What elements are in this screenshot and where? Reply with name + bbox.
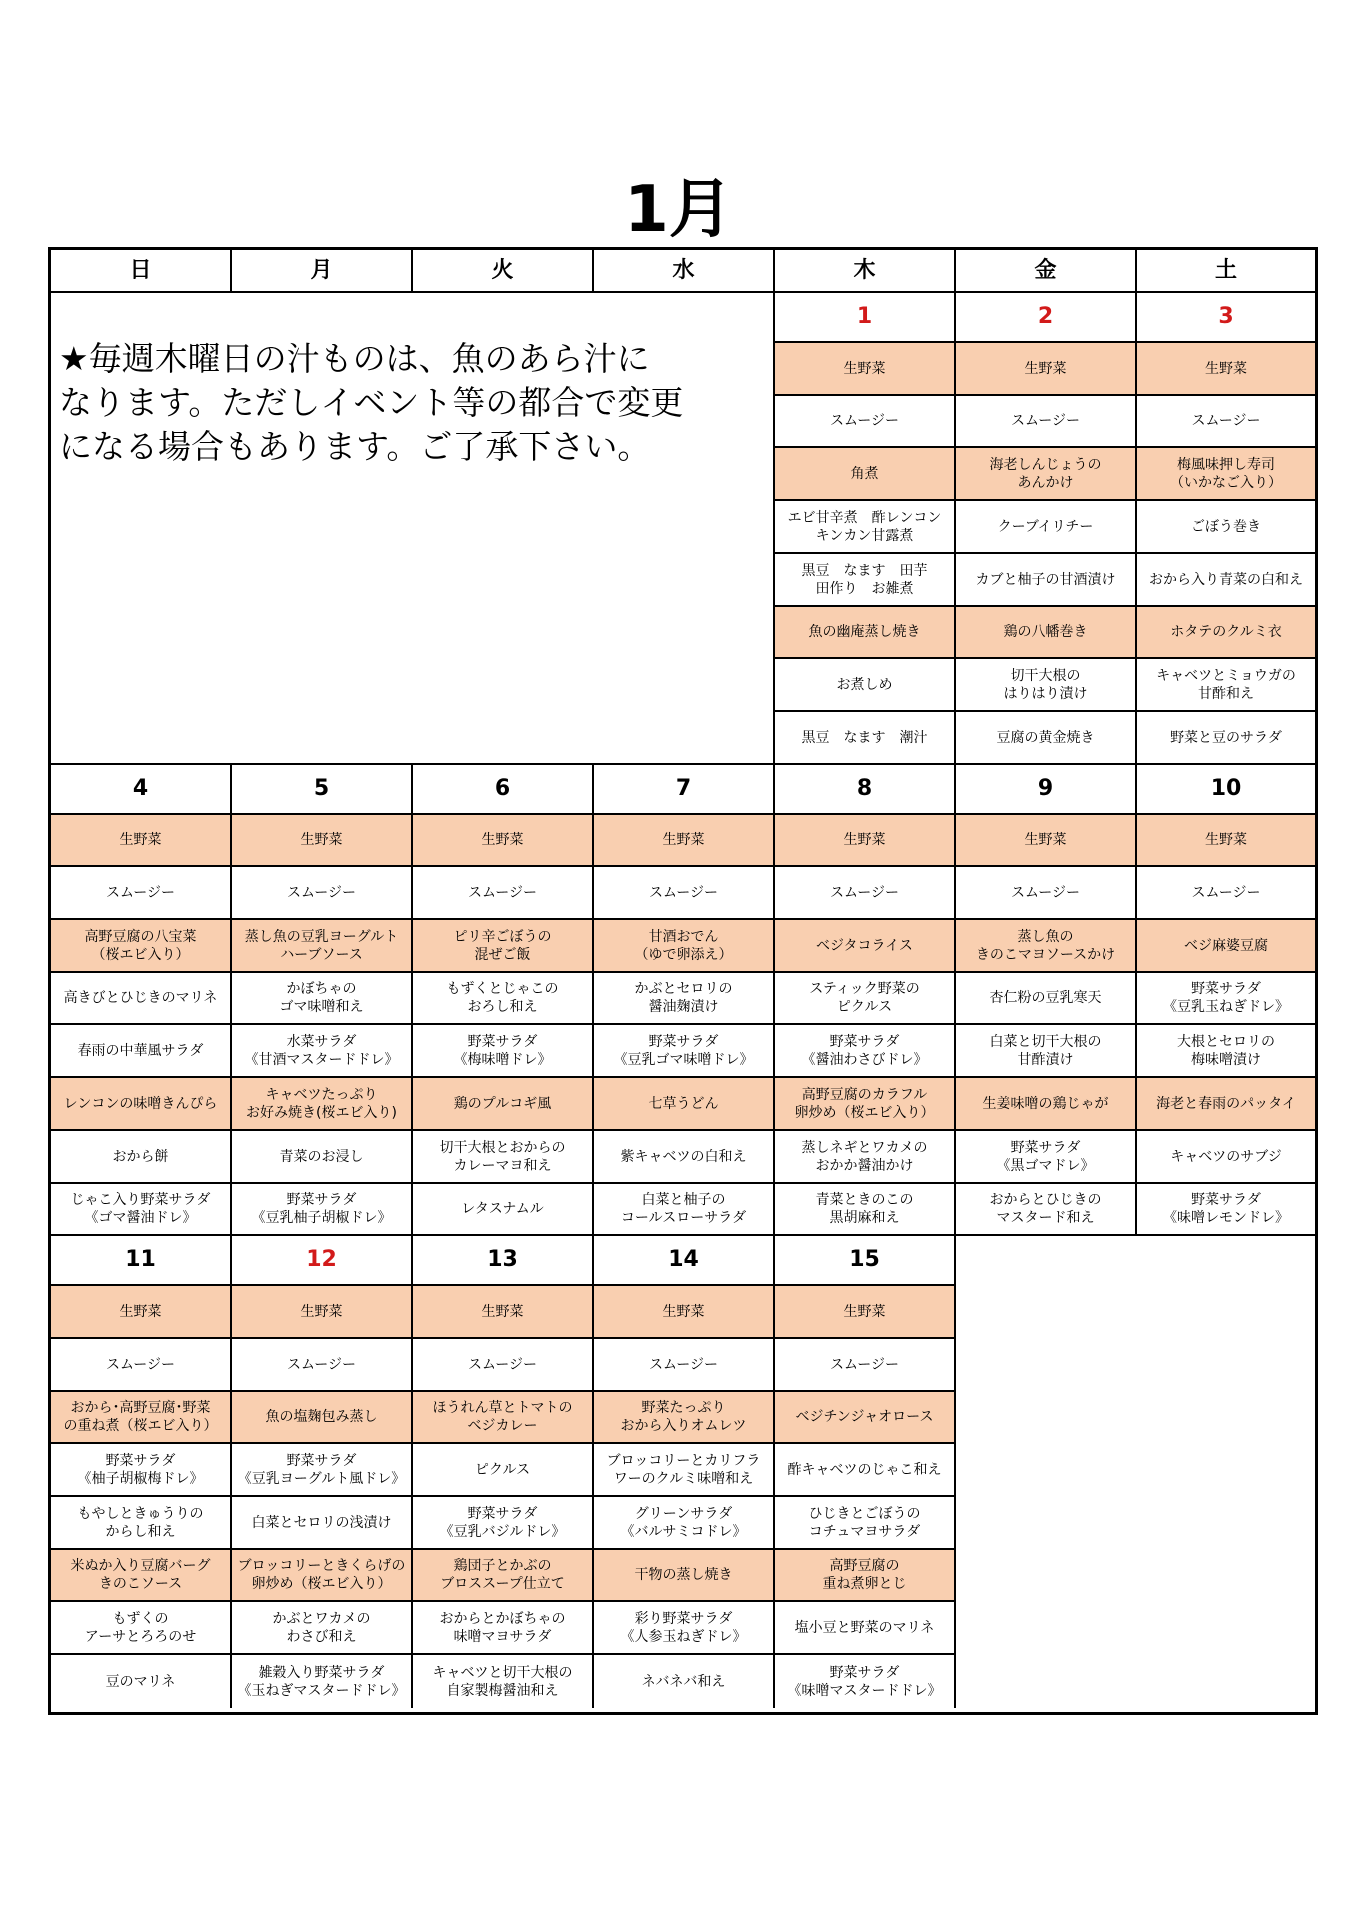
menu-item: ピリ辛ごぼうの 混ぜご飯 [413,920,594,973]
menu-item: おからとかぼちゃの 味噌マヨサラダ [413,1602,594,1655]
day-number: 13 [413,1236,594,1286]
menu-item: スムージー [594,867,775,920]
menu-item: 野菜サラダ 《黒ゴマドレ》 [956,1131,1137,1184]
menu-item: 紫キャベツの白和え [594,1131,775,1184]
weekday-header: 月 [232,250,413,293]
menu-item: 切干大根とおからの カレーマヨ和え [413,1131,594,1184]
menu-item: スムージー [775,867,956,920]
menu-item: カブと柚子の甘酒漬け [956,554,1137,607]
menu-item: 生野菜 [594,1286,775,1339]
menu-item: レンコンの味噌きんぴら [51,1078,232,1131]
menu-item: スムージー [232,867,413,920]
menu-item: キャベツのサブジ [1137,1131,1315,1184]
menu-item: 生野菜 [413,1286,594,1339]
month-title: 1月 [624,173,733,247]
menu-item: ブロッコリーときくらげの 卵炒め（桜エビ入り） [232,1550,413,1602]
menu-item: 野菜サラダ 《豆乳玉ねぎドレ》 [1137,973,1315,1025]
menu-item: クーブイリチー [956,501,1137,554]
menu-item: 生野菜 [51,815,232,867]
menu-item: 野菜サラダ 《豆乳ゴマ味噌ドレ》 [594,1025,775,1078]
weekday-header: 日 [51,250,232,293]
menu-item: ベジ麻婆豆腐 [1137,920,1315,973]
menu-item: グリーンサラダ 《バルサミコドレ》 [594,1497,775,1550]
day-number: 3 [1137,293,1315,343]
menu-item: 塩小豆と野菜のマリネ [775,1602,956,1655]
menu-item: 高野豆腐の八宝菜 （桜エビ入り） [51,920,232,973]
menu-item: ひじきとごぼうの コチュマヨサラダ [775,1497,956,1550]
menu-item: かぶとワカメの わさび和え [232,1602,413,1655]
menu-item: キャベツたっぷり お好み焼き(桜エビ入り) [232,1078,413,1131]
menu-item: スムージー [956,396,1137,448]
menu-item: お煮しめ [775,659,956,712]
menu-item: 青菜ときのこの 黒胡麻和え [775,1184,956,1236]
menu-item: 野菜サラダ 《梅味噌ドレ》 [413,1025,594,1078]
day-number: 5 [232,765,413,815]
menu-item: 生姜味噌の鶏じゃが [956,1078,1137,1131]
menu-item: ごぼう巻き [1137,501,1315,554]
menu-item: 鶏の八幡巻き [956,607,1137,659]
menu-item: スムージー [775,396,956,448]
menu-item: 生野菜 [51,1286,232,1339]
menu-item: ほうれん草とトマトの ベジカレー [413,1392,594,1444]
menu-item: 白菜と切干大根の 甘酢漬け [956,1025,1137,1078]
menu-item: スムージー [775,1339,956,1392]
menu-item: 野菜サラダ 《柚子胡椒梅ドレ》 [51,1444,232,1497]
menu-item: もずくとじゃこの おろし和え [413,973,594,1025]
menu-item: かぼちゃの ゴマ味噌和え [232,973,413,1025]
weekday-header: 火 [413,250,594,293]
menu-item: 青菜のお浸し [232,1131,413,1184]
menu-item: ネバネバ和え [594,1655,775,1708]
menu-item: スムージー [413,867,594,920]
menu-item: 生野菜 [1137,815,1315,867]
menu-item: 野菜サラダ 《醤油わさびドレ》 [775,1025,956,1078]
menu-item: 黒豆 なます 田芋 田作り お雑煮 [775,554,956,607]
menu-item: スティック野菜の ピクルス [775,973,956,1025]
day-number: 9 [956,765,1137,815]
menu-item: 野菜サラダ 《味噌マスタードドレ》 [775,1655,956,1708]
menu-item: もやしときゅうりの からし和え [51,1497,232,1550]
menu-item: 蒸し魚の豆乳ヨーグルト ハーブソース [232,920,413,973]
menu-item: 杏仁粉の豆乳寒天 [956,973,1137,1025]
day-number: 8 [775,765,956,815]
menu-item: スムージー [51,867,232,920]
menu-item: スムージー [1137,396,1315,448]
menu-item: おから餅 [51,1131,232,1184]
menu-item: 野菜サラダ 《豆乳ヨーグルト風ドレ》 [232,1444,413,1497]
menu-item: 七草うどん [594,1078,775,1131]
day-number: 1 [775,293,956,343]
menu-item: 角煮 [775,448,956,501]
menu-item: 生野菜 [594,815,775,867]
menu-item: スムージー [232,1339,413,1392]
menu-item: 米ぬか入り豆腐バーグ きのこソース [51,1550,232,1602]
menu-item: 白菜とセロリの浅漬け [232,1497,413,1550]
menu-item: 豆のマリネ [51,1655,232,1708]
day-number: 14 [594,1236,775,1286]
menu-item: 黒豆 なます 潮汁 [775,712,956,765]
weekday-header: 金 [956,250,1137,293]
menu-item: スムージー [594,1339,775,1392]
menu-item: 生野菜 [775,815,956,867]
menu-item: レタスナムル [413,1184,594,1236]
menu-item: 魚の幽庵蒸し焼き [775,607,956,659]
menu-item: 野菜サラダ 《豆乳バジルドレ》 [413,1497,594,1550]
menu-item: 切干大根の はりはり漬け [956,659,1137,712]
menu-item: 梅風味押し寿司 （いかなご入り） [1137,448,1315,501]
menu-item: 生野菜 [775,1286,956,1339]
menu-item: 高野豆腐のカラフル 卵炒め（桜エビ入り） [775,1078,956,1131]
day-number: 10 [1137,765,1315,815]
menu-item: もずくの アーサとろろのせ [51,1602,232,1655]
menu-item: 海老と春雨のパッタイ [1137,1078,1315,1131]
menu-item: 干物の蒸し焼き [594,1550,775,1602]
menu-calendar [48,247,1318,1715]
menu-item: 魚の塩麹包み蒸し [232,1392,413,1444]
menu-item: 生野菜 [232,1286,413,1339]
menu-item: 海老しんじょうの あんかけ [956,448,1137,501]
menu-item: スムージー [1137,867,1315,920]
menu-item: スムージー [51,1339,232,1392]
menu-item: スムージー [413,1339,594,1392]
menu-item: おからとひじきの マスタード和え [956,1184,1137,1236]
menu-item: エビ甘辛煮 酢レンコン キンカン甘露煮 [775,501,956,554]
menu-item: 春雨の中華風サラダ [51,1025,232,1078]
menu-item: 野菜サラダ 《豆乳柚子胡椒ドレ》 [232,1184,413,1236]
menu-item: 鶏団子とかぶの ブロススープ仕立て [413,1550,594,1602]
menu-item: 高きびとひじきのマリネ [51,973,232,1025]
menu-item: ブロッコリーとカリフラ ワーのクルミ味噌和え [594,1444,775,1497]
menu-item: 鶏のプルコギ風 [413,1078,594,1131]
menu-item: 生野菜 [956,343,1137,396]
menu-item: 水菜サラダ 《甘酒マスタードドレ》 [232,1025,413,1078]
menu-item: 酢キャベツのじゃこ和え [775,1444,956,1497]
menu-item: ピクルス [413,1444,594,1497]
menu-item: 蒸しネギとワカメの おかか醤油かけ [775,1131,956,1184]
menu-item: かぶとセロリの 醤油麹漬け [594,973,775,1025]
menu-item: 白菜と柚子の コールスローサラダ [594,1184,775,1236]
weekday-header: 木 [775,250,956,293]
menu-item: おから入り青菜の白和え [1137,554,1315,607]
menu-item: 生野菜 [232,815,413,867]
menu-item: 蒸し魚の きのこマヨソースかけ [956,920,1137,973]
menu-item: 彩り野菜サラダ 《人参玉ねぎドレ》 [594,1602,775,1655]
menu-item: おから･高野豆腐･野菜 の重ね煮（桜エビ入り） [51,1392,232,1444]
menu-item: 生野菜 [775,343,956,396]
menu-item: キャベツと切干大根の 自家製梅醤油和え [413,1655,594,1708]
day-number: 4 [51,765,232,815]
menu-item: ベジチンジャオロース [775,1392,956,1444]
menu-item: 大根とセロリの 梅味噌漬け [1137,1025,1315,1078]
menu-item: 生野菜 [956,815,1137,867]
menu-item: 野菜サラダ 《味噌レモンドレ》 [1137,1184,1315,1236]
weekday-header: 土 [1137,250,1315,293]
menu-item: 高野豆腐の 重ね煮卵とじ [775,1550,956,1602]
menu-item: じゃこ入り野菜サラダ 《ゴマ醤油ドレ》 [51,1184,232,1236]
menu-item: ベジタコライス [775,920,956,973]
day-number: 7 [594,765,775,815]
menu-item: 雑穀入り野菜サラダ 《玉ねぎマスタードドレ》 [232,1655,413,1708]
weekday-header: 水 [594,250,775,293]
menu-item: 野菜と豆のサラダ [1137,712,1315,765]
menu-item: 生野菜 [1137,343,1315,396]
menu-item: スムージー [956,867,1137,920]
menu-item: ホタテのクルミ衣 [1137,607,1315,659]
menu-item: 豆腐の黄金焼き [956,712,1137,765]
menu-item: 生野菜 [413,815,594,867]
day-number: 12 [232,1236,413,1286]
notice-text: ★毎週木曜日の汁ものは、魚のあら汁に なります。ただしイベント等の都合で変更 になる場合もあります。ご了承下さい。 [51,293,775,765]
menu-item: 甘酒おでん （ゆで卵添え） [594,920,775,973]
day-number: 6 [413,765,594,815]
menu-item: キャベツとミョウガの 甘酢和え [1137,659,1315,712]
day-number: 2 [956,293,1137,343]
day-number: 15 [775,1236,956,1286]
menu-item: 野菜たっぷり おから入りオムレツ [594,1392,775,1444]
day-number: 11 [51,1236,232,1286]
